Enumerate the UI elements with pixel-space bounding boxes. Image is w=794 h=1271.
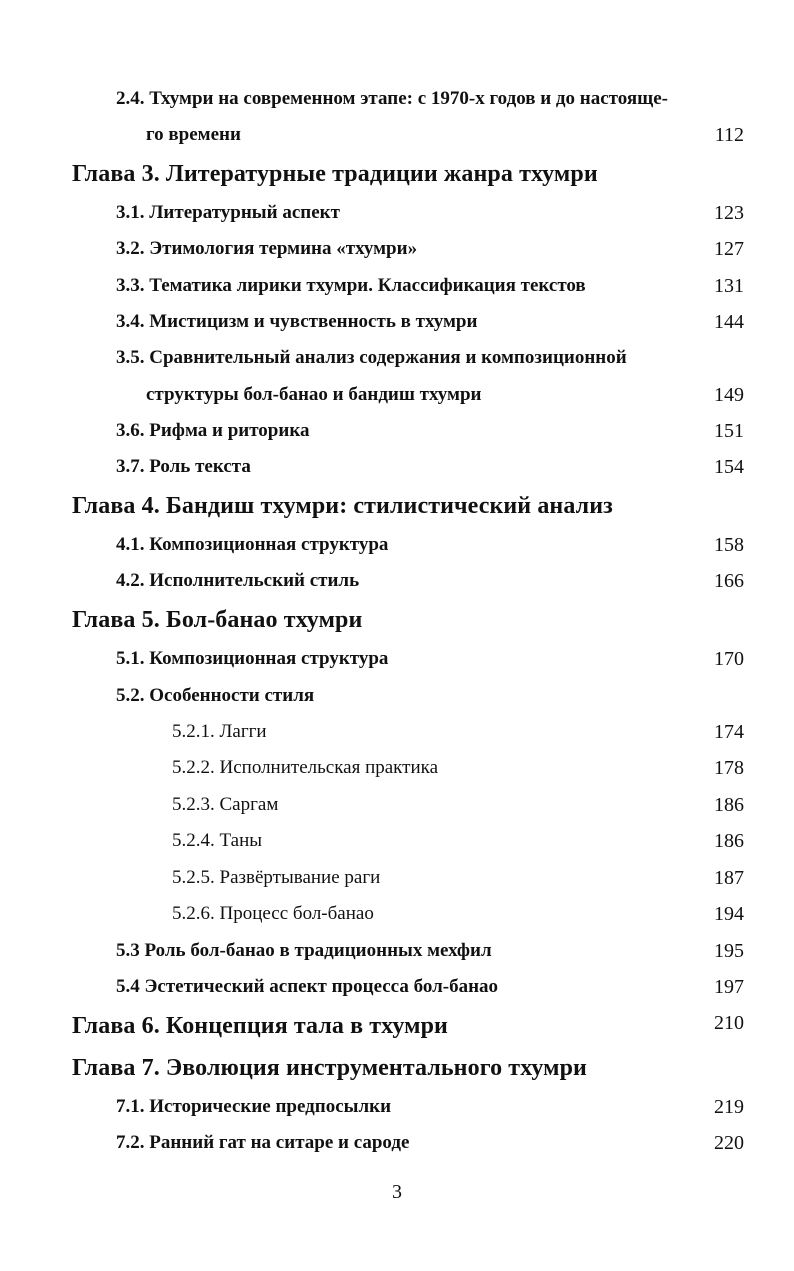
toc-entry [0, 1126, 794, 1160]
toc-chapter-title: Глава 5. Бол-банао тхумри [72, 607, 363, 633]
toc-entry [0, 82, 794, 116]
toc-chapter [0, 1051, 794, 1085]
toc-entry-page: 220 [714, 1132, 744, 1154]
toc-entry [0, 1090, 794, 1124]
toc-entry-title: 3.7. Роль текста [116, 456, 251, 477]
toc-entry-title: структуры бол-банао и бандиш тхумри [146, 384, 482, 405]
toc-entry [0, 528, 794, 562]
toc-entry-title: 5.1. Композиционная структура [116, 648, 389, 669]
toc-entry-title: 5.3 Роль бол-банао в традиционных мехфил [116, 940, 492, 961]
toc-subentry [0, 861, 794, 895]
toc-subentry [0, 897, 794, 931]
toc-entry-page: 149 [714, 384, 744, 406]
toc-subentry [0, 824, 794, 858]
toc-entry-title: 4.1. Композиционная структура [116, 534, 389, 555]
toc-entry-page: 186 [714, 830, 744, 852]
toc-entry-page: 158 [714, 534, 744, 556]
toc-entry-page: 112 [714, 124, 744, 146]
toc-entry-page: 170 [714, 648, 744, 670]
toc-entry [0, 269, 794, 303]
toc-entry [0, 679, 794, 713]
toc-entry [0, 414, 794, 448]
page-number: 3 [392, 1181, 402, 1203]
toc-entry-page: 166 [714, 570, 744, 592]
toc-entry-title: 2.4. Тхумри на современном этапе: с 1970-х годов и до настояще- [116, 88, 668, 109]
toc-chapter-title: Глава 3. Литературные традиции жанра тхумри [72, 161, 598, 187]
toc-entry-title: 3.1. Литературный аспект [116, 202, 340, 223]
toc-entry [0, 305, 794, 339]
toc-chapter [0, 157, 794, 191]
toc-entry [0, 642, 794, 676]
toc-entry [0, 970, 794, 1004]
toc-chapter [0, 603, 794, 637]
toc-subentry-title: 5.2.6. Процесс бол-банао [172, 903, 374, 924]
toc-entry [0, 934, 794, 968]
toc-entry-page: 174 [714, 721, 744, 743]
toc-chapter-title: Глава 6. Концепция тала в тхумри [72, 1013, 448, 1039]
toc-subentry [0, 715, 794, 749]
toc-entry-page: 219 [714, 1096, 744, 1118]
toc-chapter-title: Глава 4. Бандиш тхумри: стилистический анализ [72, 493, 613, 519]
toc-entry-page: 210 [714, 1012, 744, 1034]
toc-entry-page: 195 [714, 940, 744, 962]
toc-entry-title: го времени [146, 124, 241, 145]
toc-entry-title: 5.4 Эстетический аспект процесса бол-банао [116, 976, 499, 997]
toc-subentry-title: 5.2.5. Развёртывание раги [172, 867, 381, 888]
toc-chapter-title: Глава 7. Эволюция инструментального тхумри [72, 1055, 587, 1081]
toc-entry [0, 196, 794, 230]
toc-subentry [0, 788, 794, 822]
toc-entry-title: 3.2. Этимология термина «тхумри» [116, 238, 418, 259]
toc-entry-page: 123 [714, 202, 744, 224]
toc-subentry [0, 751, 794, 785]
toc-entry-title: 3.4. Мистицизм и чувственность в тхумри [116, 311, 478, 332]
toc-entry-page: 144 [714, 311, 744, 333]
toc-entry-page: 127 [714, 238, 744, 260]
toc-entry [0, 118, 794, 152]
toc-entry-page: 197 [714, 976, 744, 998]
toc-subentry-title: 5.2.4. Таны [172, 830, 262, 851]
toc-entry-page: 131 [714, 275, 744, 297]
toc-entry-title: 3.5. Сравнительный анализ содержания и композиционной [116, 347, 627, 368]
toc-subentry-title: 5.2.2. Исполнительская практика [172, 757, 438, 778]
toc-entry-page: 187 [714, 867, 744, 889]
toc-entry-title: 3.3. Тематика лирики тхумри. Классификация текстов [116, 275, 586, 296]
toc-subentry-title: 5.2.3. Саргам [172, 794, 279, 815]
toc-entry-title: 7.1. Исторические предпосылки [116, 1096, 392, 1117]
toc-entry [0, 564, 794, 598]
toc-entry-title: 4.2. Исполнительский стиль [116, 570, 360, 591]
toc-entry-page: 151 [714, 420, 744, 442]
toc-entry [0, 378, 794, 412]
toc-subentry-title: 5.2.1. Лагги [172, 721, 267, 742]
toc-entry-title: 5.2. Особенности стиля [116, 685, 315, 706]
toc-entry-page: 186 [714, 794, 744, 816]
toc-entry-page: 194 [714, 903, 744, 925]
toc-entry [0, 450, 794, 484]
toc-entry-page: 178 [714, 757, 744, 779]
toc-entry [0, 232, 794, 266]
toc-entry [0, 341, 794, 375]
toc-chapter [0, 489, 794, 523]
toc-entry-title: 3.6. Рифма и риторика [116, 420, 310, 441]
toc-entry-page: 154 [714, 456, 744, 478]
toc-chapter [0, 1009, 794, 1043]
toc-entry-title: 7.2. Ранний гат на ситаре и сароде [116, 1132, 410, 1153]
